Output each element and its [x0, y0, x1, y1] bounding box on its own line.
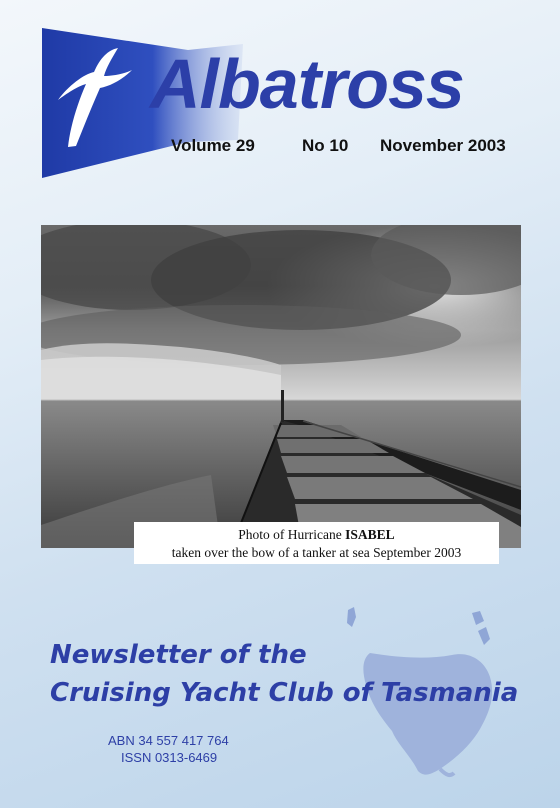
issue-number: No 10 [302, 136, 349, 155]
issue-volume: Volume 29 [171, 136, 255, 155]
newsletter-line2: Cruising Yacht Club of Tasmania [50, 678, 519, 708]
magazine-title: Albatross [150, 45, 464, 123]
issn-number: ISSN 0313-6469 [121, 750, 218, 765]
newsletter-line1: Newsletter of the [50, 640, 307, 670]
caption-line2: taken over the bow of a tanker at sea September 2003 [171, 545, 462, 560]
hurricane-name: ISABEL [345, 527, 395, 542]
photo-caption [134, 522, 499, 564]
cover-photo [41, 225, 521, 548]
caption-prefix: Photo of Hurricane [238, 527, 346, 542]
issue-date: November 2003 [380, 136, 506, 155]
abn-number: ABN 34 557 417 764 [108, 733, 229, 748]
